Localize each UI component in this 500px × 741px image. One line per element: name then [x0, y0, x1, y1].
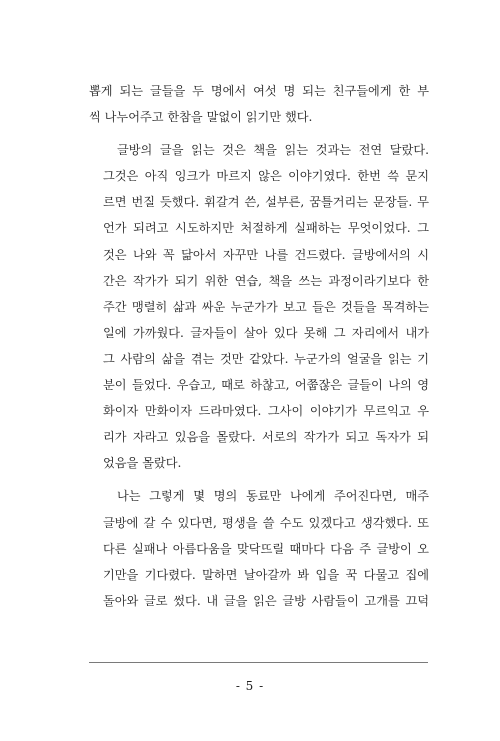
text-line: 간은 작가가 되기 위한 연습, 책을 쓰는 과정이라기보다 한: [103, 273, 429, 288]
text-line: 나는 그렇게 몇 명의 동료만 나에게 주어진다면, 매주: [117, 489, 429, 504]
paragraph: [89, 137, 429, 476]
footer-divider: [89, 662, 428, 663]
text-line: 그것은 아직 잉크가 마르지 않은 이야기였다. 한번 쓱 문지: [103, 169, 429, 184]
text-line: 주간 맹렬히 삶과 싸운 누군가가 보고 들은 것들을 목격하는: [103, 299, 429, 314]
text-line: 글방의 글을 읽는 것은 책을 읽는 것과는 전연 달랐다.: [117, 143, 429, 158]
body-text: [89, 78, 429, 621]
text-line: 뽑게 되는 글들을 두 명에서 여섯 명 되는 친구들에게 한 부: [89, 84, 429, 98]
text-line: 다른 실패나 아름다움을 맞닥뜨릴 때마다 다음 주 글방이 오: [103, 541, 429, 556]
text-line: 화이자 만화이자 드라마였다. 그사이 이야기가 무르익고 우: [103, 404, 429, 419]
page-number: - 5 -: [235, 679, 265, 693]
paragraph: [89, 78, 429, 130]
text-line: 글방에 갈 수 있다면, 평생을 쓸 수도 있겠다고 생각했다. 또: [103, 515, 429, 530]
text-line: 그 사람의 삶을 겪는 것만 같았다. 누군가의 얼굴을 읽는 기: [103, 351, 429, 366]
text-line: 기만을 기다렸다. 말하면 날아갈까 봐 입을 꾹 다물고 집에: [103, 567, 429, 582]
text-line: 르면 번질 듯했다. 휘갈겨 쓴, 설부른, 꿈틀거리는 문장들. 무: [103, 195, 429, 210]
text-line: 일에 가까웠다. 글자들이 살아 있다 못해 그 자리에서 내가: [103, 325, 429, 340]
text-line: 분이 들었다. 우습고, 때로 하찮고, 어쭙잖은 글들이 나의 영: [103, 378, 429, 393]
text-line: 돌아와 글로 썼다. 내 글을 읽은 글방 사람들이 고개를 끄덕: [103, 593, 429, 608]
text-line: 것은 나와 꼭 닮아서 자꾸만 나를 건드렸다. 글방에서의 시: [103, 247, 429, 262]
text-line: 언가 되려고 시도하지만 처절하게 실패하는 무엇이었다. 그: [103, 221, 429, 236]
text-line: 었음을 몰랐다.: [103, 456, 182, 471]
text-line: 리가 자라고 있음을 몰랐다. 서로의 작가가 되고 독자가 되: [103, 430, 429, 445]
paragraph: [89, 483, 429, 613]
text-line: 씩 나누어주고 한참을 말없이 읽기만 했다.: [89, 110, 313, 125]
